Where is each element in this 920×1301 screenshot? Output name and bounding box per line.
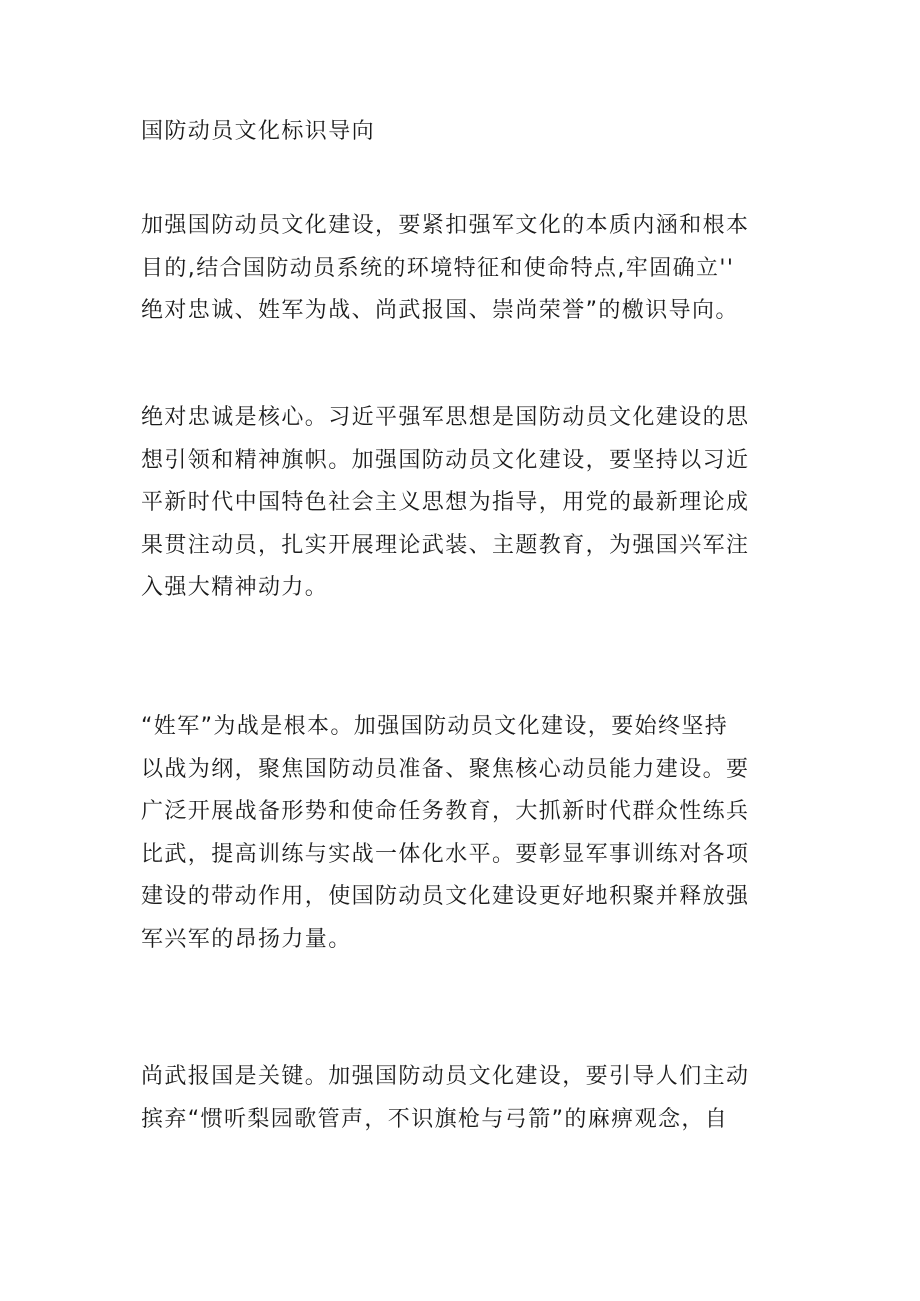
- paragraph-line: 目的,结合国防动员系统的环境特征和使命特点,牢固确立'': [141, 255, 735, 281]
- paragraph: [141, 397, 749, 610]
- paragraph-line: 绝对忠诚是核心。习近平强军思想是国防动员文化建设的思: [141, 405, 750, 430]
- paragraph-line: 果贯注动员，扎实开展理论武装、主题教育，为强国兴军注: [141, 532, 750, 558]
- paragraph-line: 平新时代中国特色社会主义思想为指导，用党的最新理论成: [141, 490, 750, 516]
- document-title: 国防动员文化标识导向: [141, 119, 376, 144]
- paragraph-line: 绝对忠诚、姓军为战、尚武报国、崇尚荣誉”的檄识导向。: [141, 298, 739, 324]
- paragraph-line: 入强大精神动力。: [141, 575, 329, 601]
- paragraph: [141, 1056, 749, 1141]
- paragraph-line: 想引领和精神旗帜。加强国防动员文化建设，要坚持以习近: [141, 447, 750, 473]
- paragraph-line: 加强国防动员文化建设，要紧扣强军文化的本质内涵和根本: [141, 213, 750, 238]
- paragraph-line: 尚武报国是关键。加强国防动员文化建设，要引导人们主动: [141, 1064, 750, 1089]
- paragraph-line: 比武，提高训练与实战一体化水平。要彰显军事训练对各项: [141, 841, 750, 867]
- paragraph: [141, 205, 749, 333]
- paragraph-line: 摈弃“惯听梨园歌管声，不识旗枪与弓箭”的麻痹观念，自: [141, 1106, 729, 1132]
- paragraph-line: 军兴军的昂扬力量。: [141, 926, 352, 952]
- paragraph-line: 广泛开展战备形势和使命任务教育，大抓新时代群众性练兵: [141, 799, 750, 825]
- paragraph-line: “姓军”为战是根本。加强国防动员文化建设，要始终坚持: [141, 714, 729, 739]
- paragraph-line: 建设的带动作用，使国防动员文化建设更好地积聚并释放强: [141, 884, 750, 910]
- paragraph: [141, 706, 749, 962]
- paragraph-line: 以战为纲，聚焦国防动员准备、聚焦核心动员能力建设。要: [141, 756, 750, 782]
